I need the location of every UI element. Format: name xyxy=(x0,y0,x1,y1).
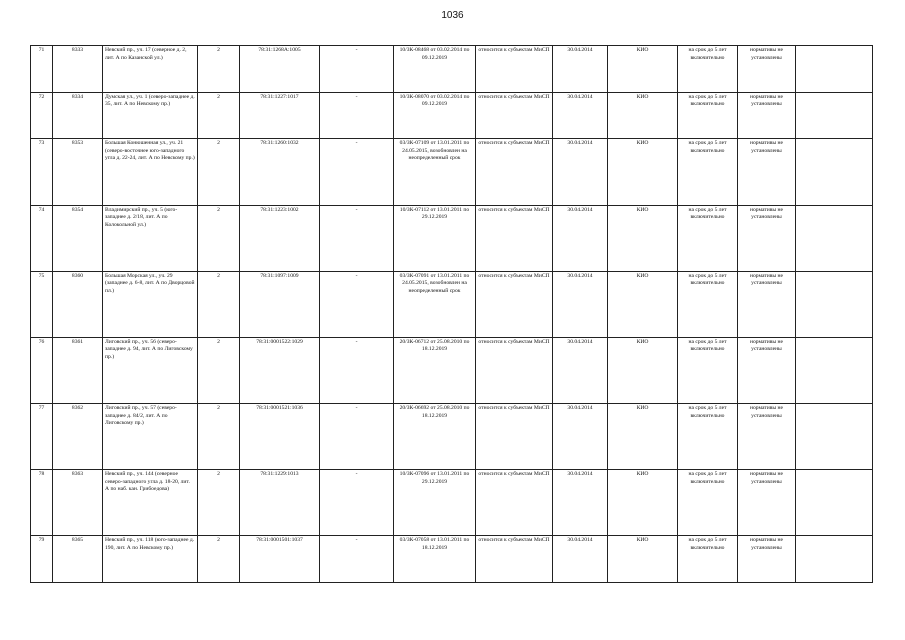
table-row xyxy=(31,337,873,403)
dash-cell: - xyxy=(320,205,394,271)
empty-cell xyxy=(796,92,873,139)
count-cell: 2 xyxy=(198,46,240,93)
permit-cell: 03/ЗК-07109 от 13.01.2011 по 24.05.2015, возобновлен на неопределенный срок xyxy=(394,139,476,205)
table-row xyxy=(31,92,873,139)
term-cell: на срок до 5 лет включительно xyxy=(678,92,738,139)
subject-cell: относится к субъектам МиСП xyxy=(476,46,553,93)
address-cell: Лиговский пр., уч. 56 (северо-западнее д. 94, лит. А по Лиговскому пр.) xyxy=(103,337,198,403)
cadastral-number-cell: 78:31:0001501:1037 xyxy=(240,536,320,583)
row-number-cell: 76 xyxy=(31,337,53,403)
empty-cell xyxy=(796,46,873,93)
page-number: 1036 xyxy=(441,10,464,21)
subject-cell: относится к субъектам МиСП xyxy=(476,470,553,536)
count-cell: 2 xyxy=(198,536,240,583)
organization-cell: КИО xyxy=(608,470,678,536)
permit-cell: 10/ЗК-08468 от 03.02.2014 по 09.12.2019 xyxy=(394,46,476,93)
organization-cell: КИО xyxy=(608,337,678,403)
table-row xyxy=(31,536,873,583)
subject-cell: относится к субъектам МиСП xyxy=(476,536,553,583)
subject-cell: относится к субъектам МиСП xyxy=(476,139,553,205)
object-id-cell: 8353 xyxy=(53,139,103,205)
address-cell: Невский пр., уч. 144 (северное северо-западного угла д. 18-20, лит. А по наб. кан. Грибоедова) xyxy=(103,470,198,536)
empty-cell xyxy=(796,536,873,583)
count-cell: 2 xyxy=(198,92,240,139)
term-cell: на срок до 5 лет включительно xyxy=(678,337,738,403)
norms-cell: нормативы не установлены xyxy=(738,403,796,469)
cadastral-number-cell: 78:31:1097:1009 xyxy=(240,271,320,337)
empty-cell xyxy=(796,337,873,403)
object-id-cell: 8334 xyxy=(53,92,103,139)
date-cell: 30.04.2014 xyxy=(553,403,608,469)
address-cell: Думская ул., уч. 1 (северо-западнее д. 35, лит. А по Невскому пр.) xyxy=(103,92,198,139)
table-row xyxy=(31,403,873,469)
cadastral-number-cell: 78:31:0001522:1029 xyxy=(240,337,320,403)
row-number-cell: 74 xyxy=(31,205,53,271)
cadastral-number-cell: 78:31:1223:1002 xyxy=(240,205,320,271)
organization-cell: КИО xyxy=(608,205,678,271)
table-row xyxy=(31,205,873,271)
row-number-cell: 78 xyxy=(31,470,53,536)
count-cell: 2 xyxy=(198,403,240,469)
object-id-cell: 8363 xyxy=(53,470,103,536)
address-cell: Невский пр., уч. 118 (юго-западнее д. 190, лит. А по Невскому пр.) xyxy=(103,536,198,583)
dash-cell: - xyxy=(320,337,394,403)
permit-cell: 20/ЗК-06692 от 25.08.2010 по 18.12.2019 xyxy=(394,403,476,469)
count-cell: 2 xyxy=(198,205,240,271)
term-cell: на срок до 5 лет включительно xyxy=(678,403,738,469)
norms-cell: нормативы не установлены xyxy=(738,470,796,536)
date-cell: 30.04.2014 xyxy=(553,337,608,403)
cadastral-number-cell: 78:31:1227:1017 xyxy=(240,92,320,139)
dash-cell: - xyxy=(320,271,394,337)
dash-cell: - xyxy=(320,139,394,205)
address-cell: Владимирский пр., уч. 5 (юго-западнее д. 2/18, лит. А по Колокольной ул.) xyxy=(103,205,198,271)
subject-cell: относится к субъектам МиСП xyxy=(476,92,553,139)
table-row xyxy=(31,271,873,337)
count-cell: 2 xyxy=(198,337,240,403)
count-cell: 2 xyxy=(198,271,240,337)
dash-cell: - xyxy=(320,403,394,469)
subject-cell: относится к субъектам МиСП xyxy=(476,403,553,469)
term-cell: на срок до 5 лет включительно xyxy=(678,205,738,271)
cadastral-number-cell: 78:31:1260:1032 xyxy=(240,139,320,205)
address-cell: Невский пр., уч. 17 (северное д. 2, лит. А по Казанской ул.) xyxy=(103,46,198,93)
date-cell: 30.04.2014 xyxy=(553,470,608,536)
row-number-cell: 77 xyxy=(31,403,53,469)
dash-cell: - xyxy=(320,46,394,93)
date-cell: 30.04.2014 xyxy=(553,92,608,139)
table-body xyxy=(31,46,873,583)
organization-cell: КИО xyxy=(608,46,678,93)
empty-cell xyxy=(796,470,873,536)
dash-cell: - xyxy=(320,536,394,583)
permit-cell: 10/ЗК-08070 от 03.02.2014 по 09.12.2019 xyxy=(394,92,476,139)
norms-cell: нормативы не установлены xyxy=(738,205,796,271)
object-id-cell: 8362 xyxy=(53,403,103,469)
count-cell: 2 xyxy=(198,139,240,205)
norms-cell: нормативы не установлены xyxy=(738,92,796,139)
dash-cell: - xyxy=(320,92,394,139)
permit-cell: 10/ЗК-07112 от 13.01.2011 по 29.12.2019 xyxy=(394,205,476,271)
term-cell: на срок до 5 лет включительно xyxy=(678,536,738,583)
organization-cell: КИО xyxy=(608,271,678,337)
term-cell: на срок до 5 лет включительно xyxy=(678,470,738,536)
organization-cell: КИО xyxy=(608,536,678,583)
table-row xyxy=(31,470,873,536)
norms-cell: нормативы не установлены xyxy=(738,46,796,93)
date-cell: 30.04.2014 xyxy=(553,205,608,271)
date-cell: 30.04.2014 xyxy=(553,271,608,337)
table-row xyxy=(31,139,873,205)
address-cell: Большая Конюшенная ул., уч. 21 (северо-восточнее юго-западного угла д. 22-24, лит. А по Невскому пр.) xyxy=(103,139,198,205)
empty-cell xyxy=(796,271,873,337)
table-row xyxy=(31,46,873,93)
date-cell: 30.04.2014 xyxy=(553,139,608,205)
permit-cell: 03/ЗК-07091 от 13.01.2011 по 24.05.2015, возобновлен на неопределенный срок xyxy=(394,271,476,337)
organization-cell: КИО xyxy=(608,403,678,469)
dash-cell: - xyxy=(320,470,394,536)
empty-cell xyxy=(796,403,873,469)
object-id-cell: 8333 xyxy=(53,46,103,93)
permit-cell: 20/ЗК-06712 от 25.08.2010 по 18.12.2019 xyxy=(394,337,476,403)
term-cell: на срок до 5 лет включительно xyxy=(678,271,738,337)
norms-cell: нормативы не установлены xyxy=(738,139,796,205)
organization-cell: КИО xyxy=(608,139,678,205)
date-cell: 30.04.2014 xyxy=(553,46,608,93)
term-cell: на срок до 5 лет включительно xyxy=(678,139,738,205)
date-cell: 30.04.2014 xyxy=(553,536,608,583)
object-id-cell: 8365 xyxy=(53,536,103,583)
norms-cell: нормативы не установлены xyxy=(738,536,796,583)
row-number-cell: 75 xyxy=(31,271,53,337)
subject-cell: относится к субъектам МиСП xyxy=(476,205,553,271)
organization-cell: КИО xyxy=(608,92,678,139)
row-number-cell: 71 xyxy=(31,46,53,93)
permit-cell: 10/ЗК-07096 от 13.01.2011 по 29.12.2019 xyxy=(394,470,476,536)
cadastral-number-cell: 78:31:1229:1013 xyxy=(240,470,320,536)
address-cell: Лиговский пр., уч. 57 (северо-западнее д. 84/2, лит. А по Лиговскому пр.) xyxy=(103,403,198,469)
norms-cell: нормативы не установлены xyxy=(738,337,796,403)
permit-cell: 03/ЗК-07058 от 13.01.2011 по 18.12.2019 xyxy=(394,536,476,583)
registry-table xyxy=(30,45,873,583)
empty-cell xyxy=(796,205,873,271)
subject-cell: относится к субъектам МиСП xyxy=(476,337,553,403)
cadastral-number-cell: 78:31:0001521:1036 xyxy=(240,403,320,469)
address-cell: Большая Морская ул., уч. 29 (западнее д. 6-8, лит. А по Дворцовой пл.) xyxy=(103,271,198,337)
cadastral-number-cell: 78:31:1268А:1005 xyxy=(240,46,320,93)
object-id-cell: 8361 xyxy=(53,337,103,403)
norms-cell: нормативы не установлены xyxy=(738,271,796,337)
row-number-cell: 72 xyxy=(31,92,53,139)
row-number-cell: 73 xyxy=(31,139,53,205)
object-id-cell: 8360 xyxy=(53,271,103,337)
term-cell: на срок до 5 лет включительно xyxy=(678,46,738,93)
object-id-cell: 8354 xyxy=(53,205,103,271)
subject-cell: относится к субъектам МиСП xyxy=(476,271,553,337)
empty-cell xyxy=(796,139,873,205)
count-cell: 2 xyxy=(198,470,240,536)
row-number-cell: 79 xyxy=(31,536,53,583)
